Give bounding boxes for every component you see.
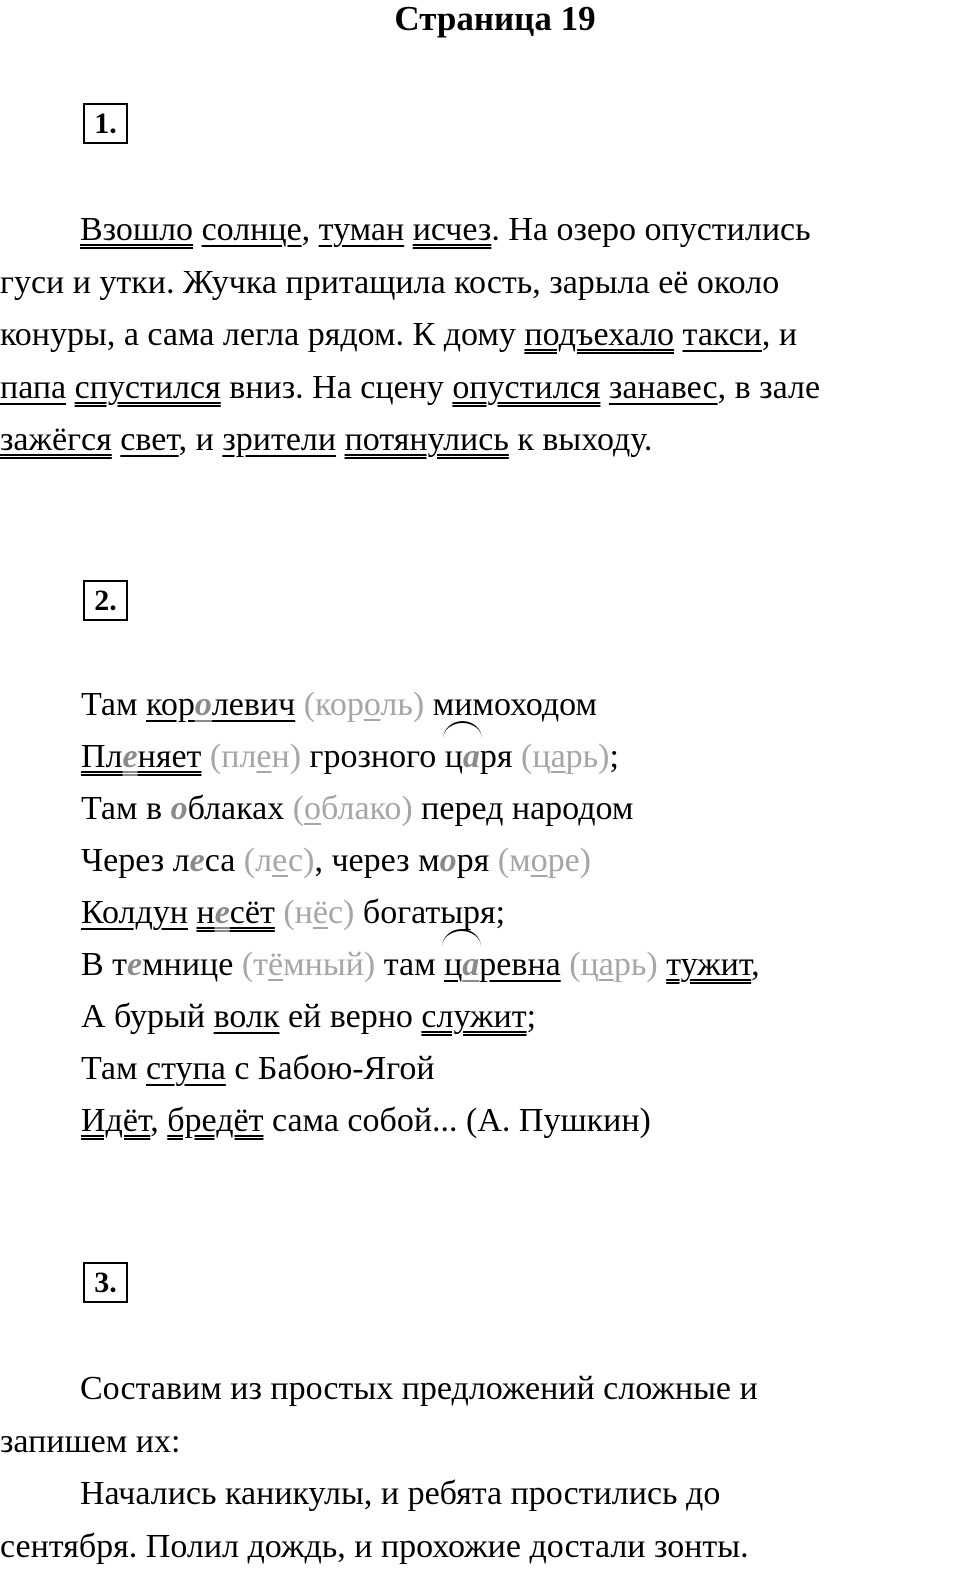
text-segment: , через м (314, 842, 440, 879)
subject-word: ц (444, 946, 463, 983)
text-segment: вниз. На сцену (220, 368, 453, 406)
text-line: Составим из простых предложений сложные и (80, 1370, 758, 1407)
predicate-word: н (196, 894, 215, 931)
task-3-text (0, 1363, 960, 1585)
text-segment (336, 421, 345, 458)
text-segment: Через л (81, 842, 190, 879)
task-3-number: 3. (83, 1262, 128, 1303)
text-segment: ; (526, 998, 537, 1035)
text-line (81, 783, 633, 835)
text-segment: ря (456, 842, 498, 879)
subject-word: солнце (201, 211, 302, 248)
text-line (81, 991, 536, 1043)
check-word: (ц (521, 738, 551, 775)
text-segment (66, 369, 75, 406)
text-segment: там (375, 946, 445, 983)
text-segment: сама собой... (А. Пушкин) (263, 1102, 651, 1139)
task-1-text (0, 204, 960, 467)
check-word: (м (497, 842, 531, 879)
checked-vowel: а (462, 946, 480, 983)
check-word-vowel: о (304, 790, 322, 827)
text-segment: конуры, а сама легла рядом. К дому (0, 316, 525, 353)
task-1-number: 1. (83, 103, 128, 144)
predicate-word: няет (137, 738, 202, 775)
check-word: с) (288, 842, 315, 879)
checked-vowel: е (127, 946, 143, 983)
subject-word: папа (0, 368, 67, 406)
text-line (0, 414, 960, 467)
text-segment (112, 421, 121, 458)
predicate-word: подъехало (524, 316, 675, 353)
subject-word: ступа (146, 1050, 226, 1087)
task-2-number: 2. (83, 580, 128, 621)
check-word: (кор (303, 686, 364, 723)
text-line (81, 835, 591, 887)
text-segment: блаках (187, 790, 293, 827)
text-line (0, 204, 960, 257)
text-line (0, 257, 960, 310)
text-line: Начались каникулы, и ребята простились до (80, 1475, 721, 1512)
text-segment: В т (81, 946, 128, 983)
text-segment: , (150, 1102, 168, 1139)
predicate-word: Взошло (80, 211, 194, 248)
subject-word: волк (213, 998, 280, 1035)
text-line (81, 679, 597, 731)
subject-word: такси (682, 316, 762, 353)
text-line (81, 939, 760, 991)
text-segment: са (204, 842, 244, 879)
check-word: с) (327, 894, 355, 931)
text-line (0, 362, 960, 415)
text-segment: , (301, 211, 319, 248)
check-word: н) (271, 738, 302, 775)
root-mark (445, 731, 480, 783)
text-segment: гуси и утки. Жучка притащила кость, зарыла её около (0, 263, 780, 301)
predicate-word: тужит (666, 946, 752, 983)
check-word-vowel: е (272, 842, 289, 879)
text-segment: с Бабою-Ягой (225, 1050, 435, 1087)
subject-word: занавес (608, 368, 718, 406)
check-word: ( (292, 790, 305, 827)
predicate-word: Идёт (81, 1102, 151, 1139)
text-line (81, 731, 619, 783)
text-line: запишем их: (0, 1422, 181, 1460)
text-segment: , и (178, 421, 223, 458)
check-word: рь) (565, 738, 610, 775)
page-title: Страница 19 (394, 0, 596, 38)
checked-vowel: о (170, 790, 188, 827)
text-segment: , в зале (717, 368, 821, 406)
check-word-vowel: ё (312, 894, 328, 931)
text-line (0, 309, 960, 362)
text-segment: . На озеро опустились (491, 211, 811, 248)
text-segment: Там в (81, 790, 171, 827)
check-word-vowel: а (550, 738, 566, 775)
predicate-word: зажёгся (0, 421, 112, 458)
subject-word: ревна (479, 946, 561, 983)
text-segment: , (751, 946, 760, 983)
text-segment (600, 369, 609, 406)
check-word-vowel: о (363, 686, 381, 723)
text-segment (201, 738, 210, 775)
text-segment: А бурый (81, 998, 214, 1035)
text-segment: перед народом (412, 790, 634, 827)
checked-vowel: е (122, 738, 138, 775)
text-segment: к выходу. (508, 421, 653, 458)
text-segment: мнице (142, 946, 242, 983)
predicate-word: Пл (81, 738, 123, 775)
root-mark (444, 939, 479, 991)
predicate-word: бредёт (167, 1102, 264, 1139)
check-word: (пл (209, 738, 257, 775)
text-segment (674, 316, 683, 353)
check-word-vowel: о (530, 842, 548, 879)
subject-word: туман (318, 211, 405, 248)
subject-word: кор (146, 686, 195, 723)
text-segment: ц (444, 738, 463, 775)
check-word: мный) (283, 946, 376, 983)
text-segment: ря (479, 738, 522, 775)
check-word: блако) (321, 790, 413, 827)
text-segment (561, 946, 570, 983)
text-line (81, 1095, 651, 1147)
check-word: (н (283, 894, 313, 931)
check-word-vowel: ё (268, 946, 284, 983)
text-segment: Там (81, 1050, 147, 1087)
check-word: рь) (613, 946, 658, 983)
text-segment: мимоходом (424, 686, 597, 723)
checked-vowel: е (214, 894, 230, 931)
subject-word: зрители (222, 421, 337, 458)
subject-word: левич (211, 686, 296, 723)
text-segment (295, 686, 304, 723)
checked-vowel: е (189, 842, 205, 879)
text-segment: , и (761, 316, 798, 353)
text-segment: ей верно (279, 998, 422, 1035)
predicate-word: служит (421, 998, 527, 1035)
predicate-word: спустился (74, 368, 221, 406)
text-line (81, 1043, 435, 1095)
check-word: ль) (380, 686, 425, 723)
text-segment (188, 894, 197, 931)
text-segment (404, 211, 413, 248)
check-word: (л (243, 842, 273, 879)
predicate-word: сёт (229, 894, 275, 931)
predicate-word: потянулись (344, 421, 509, 458)
text-segment: богатыря; (354, 894, 506, 931)
checked-vowel: о (439, 842, 457, 879)
check-word: ре) (547, 842, 592, 879)
text-line (81, 887, 505, 939)
check-word: (ц (569, 946, 599, 983)
subject-word: свет (120, 421, 179, 458)
text-line: сентября. Полил дождь, и прохожие достали зонты. (0, 1527, 749, 1565)
task-2-poem (81, 679, 960, 1159)
predicate-word: опустился (452, 368, 601, 406)
text-segment: грозного (301, 738, 445, 775)
checked-vowel: о (194, 686, 212, 723)
text-segment: ; (609, 738, 619, 775)
text-segment: Там (81, 686, 147, 723)
subject-word: Колдун (81, 894, 188, 931)
predicate-word: исчез (412, 211, 492, 248)
text-segment (658, 946, 667, 983)
check-word-vowel: е (256, 738, 272, 775)
check-word: (т (241, 946, 269, 983)
text-segment (193, 211, 202, 248)
checked-vowel: а (462, 738, 480, 775)
check-word-vowel: а (598, 946, 614, 983)
